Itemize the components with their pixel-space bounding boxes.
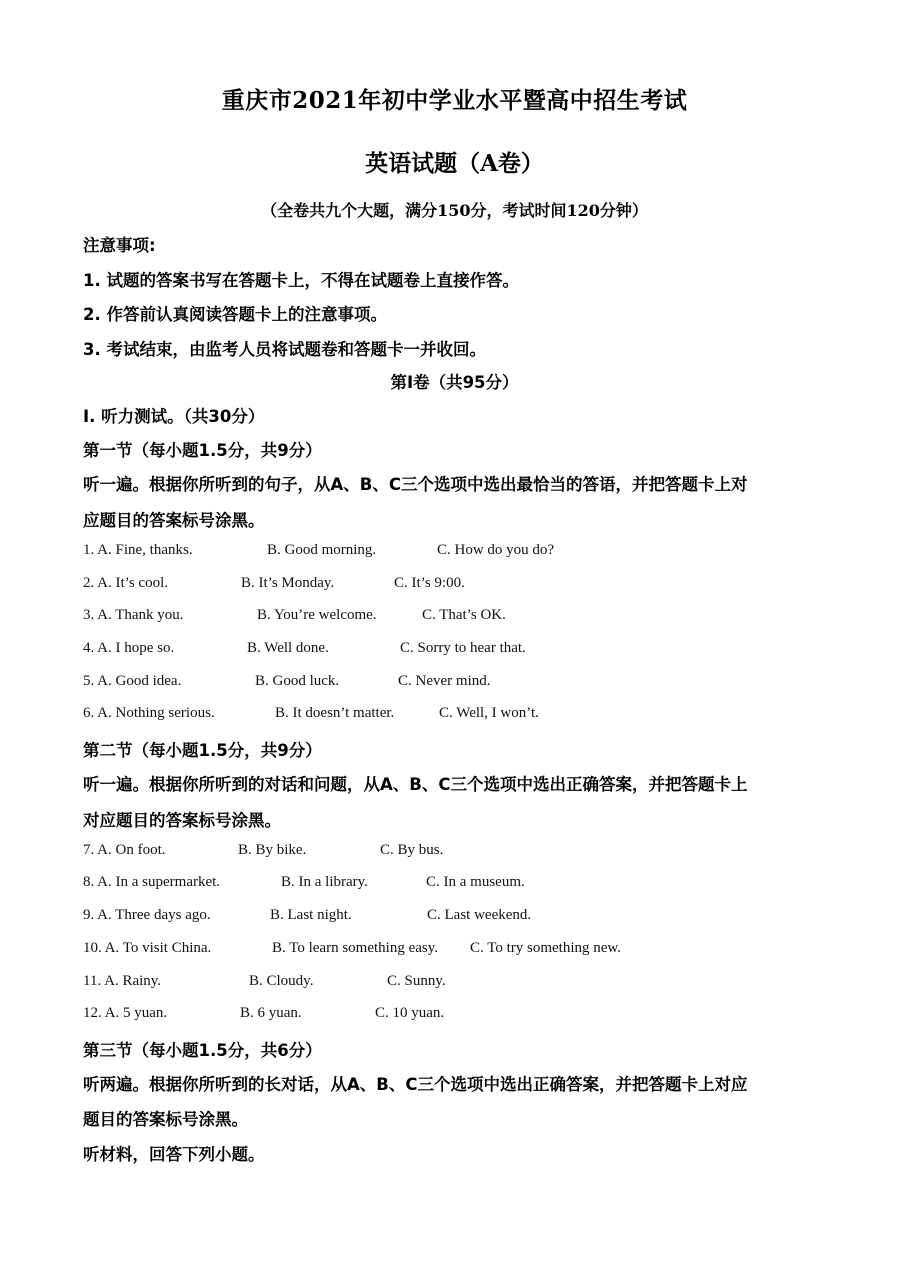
question-option-a: 1. A. Fine, thanks. (83, 542, 193, 558)
question-option-b: B. 6 yuan. (240, 1005, 302, 1021)
question-option-a: 4. A. I hope so. (83, 640, 175, 656)
question-option-c: C. By bus. (380, 842, 444, 858)
exam-subject-title: 英语试题（A卷） (365, 150, 544, 177)
section-title: 第一节（每小题1.5分，共9分） (83, 441, 322, 460)
question-option-b: B. In a library. (281, 874, 368, 890)
question-option-b: B. Last night. (270, 907, 352, 923)
question-option-c: C. In a museum. (426, 874, 525, 890)
question-option-a: 5. A. Good idea. (83, 673, 182, 689)
question-option-c: C. Last weekend. (427, 907, 532, 923)
question-option-b: B. It doesn’t matter. (275, 705, 395, 721)
section-instruction: 题目的答案标号涂黑。 (83, 1110, 248, 1129)
notes-heading: 注意事项: (83, 236, 156, 255)
note-item: 1. 试题的答案书写在答题卡上，不得在试题卷上直接作答。 (83, 271, 519, 290)
question-option-b: B. Cloudy. (249, 973, 314, 989)
question-option-a: 10. A. To visit China. (83, 940, 212, 956)
question-option-c: C. Well, I won’t. (439, 705, 539, 721)
question-option-b: B. It’s Monday. (241, 575, 335, 591)
question-option-b: B. Good morning. (267, 542, 377, 558)
question-option-c: C. That’s OK. (422, 607, 506, 623)
question-option-c: C. It’s 9:00. (394, 575, 465, 591)
question-option-c: C. Sunny. (387, 973, 446, 989)
question-option-c: C. Sorry to hear that. (400, 640, 526, 656)
part-title: I. 听力测试。（共30分） (83, 407, 265, 426)
question-option-b: B. Good luck. (255, 673, 340, 689)
volume-title: 第I卷（共95分） (390, 373, 519, 392)
question-option-c: C. How do you do? (437, 542, 555, 558)
section-title: 第二节（每小题1.5分，共9分） (83, 741, 322, 760)
exam-title: 重庆市2021年初中学业水平暨高中招生考试 (221, 87, 688, 114)
question-option-a: 2. A. It’s cool. (83, 575, 168, 591)
question-option-a: 3. A. Thank you. (83, 607, 184, 623)
question-option-b: B. You’re welcome. (257, 607, 377, 623)
question-option-b: B. To learn something easy. (272, 940, 439, 956)
question-option-b: B. Well done. (247, 640, 329, 656)
question-option-b: B. By bike. (238, 842, 307, 858)
question-option-c: C. Never mind. (398, 673, 491, 689)
note-item: 3. 考试结束，由监考人员将试题卷和答题卡一并收回。 (83, 340, 486, 359)
exam-info: （全卷共九个大题，满分150分，考试时间120分钟） (261, 201, 648, 220)
question-option-a: 6. A. Nothing serious. (83, 705, 215, 721)
note-item: 2. 作答前认真阅读答题卡上的注意事项。 (83, 305, 387, 324)
section-instruction: 听材料，回答下列小题。 (83, 1145, 265, 1164)
section-instruction: 应题目的答案标号涂黑。 (83, 511, 265, 530)
question-option-a: 8. A. In a supermarket. (83, 874, 221, 890)
section-title: 第三节（每小题1.5分，共6分） (83, 1041, 322, 1060)
question-option-a: 12. A. 5 yuan. (83, 1005, 168, 1021)
question-option-a: 9. A. Three days ago. (83, 907, 211, 923)
section-instruction: 听一遍。根据你所听到的句子，从A、B、C三个选项中选出最恰当的答语，并把答题卡上对 (83, 475, 748, 494)
question-option-c: C. To try something new. (470, 940, 622, 956)
section-instruction: 对应题目的答案标号涂黑。 (83, 811, 281, 830)
question-option-a: 7. A. On foot. (83, 842, 166, 858)
question-option-a: 11. A. Rainy. (83, 973, 162, 989)
question-option-c: C. 10 yuan. (375, 1005, 445, 1021)
section-instruction: 听两遍。根据你所听到的长对话，从A、B、C三个选项中选出正确答案，并把答题卡上对应 (83, 1075, 748, 1094)
section-instruction: 听一遍。根据你所听到的对话和问题，从A、B、C三个选项中选出正确答案，并把答题卡上 (83, 775, 748, 794)
